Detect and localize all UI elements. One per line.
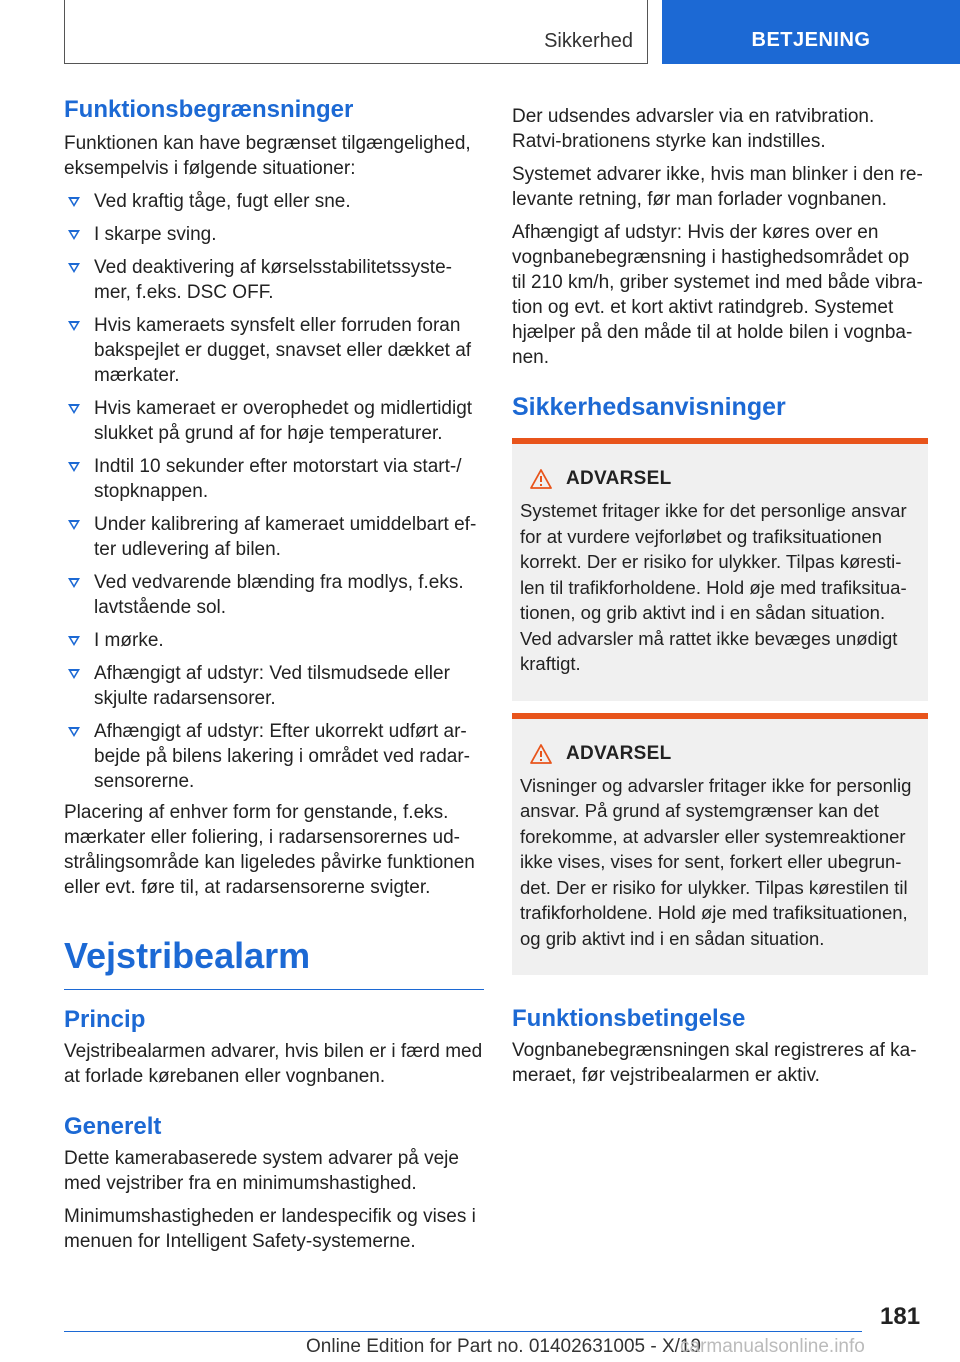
- principle-text: Vejstribealarmen advarer, hvis bilen er i færd med at forlade kørebanen eller vognbanen.: [64, 1040, 483, 1087]
- heading-safety: Sikkerhedsanvisninger: [512, 393, 786, 421]
- list-item: Hvis kameraet er overophedet og midlertidigt slukket på grund af for høje temperaturer.: [64, 396, 484, 446]
- triangle-bullet-icon: [68, 230, 80, 240]
- heading-principle: Princip: [64, 1005, 146, 1033]
- warning-box-2: [512, 713, 928, 976]
- warning-text: Systemet fritager ikke for det personlige ansvar for at vurdere vejforløbet og trafiksituationen korrekt. Der er risiko for ulykker. Tilpas køresti-len til trafikforholdene. Hold øje med trafiksitua-tionen, og grib aktivt ind i en sådan situation. Ved advarsler må rattet ikke bevæges unødigt kraftigt.: [520, 500, 907, 674]
- triangle-bullet-icon: [68, 578, 80, 588]
- triangle-bullet-icon: [68, 462, 80, 472]
- page-number: 181: [880, 1303, 921, 1330]
- placement-note: Placering af enhver form for genstande, f.eks. mærkater eller foliering, i radarsensorernes ud-strålingsområde kan ligeledes påvirke funktionen eller evt. føre til, at radarsensorerne svigter.: [64, 801, 475, 898]
- list-item: Under kalibrering af kameraet umiddelbart ef-ter udlevering af bilen.: [64, 512, 484, 562]
- list-item: I skarpe sving.: [64, 222, 484, 247]
- limits-intro: Funktionen kan have begrænset tilgængelighed, eksempelvis i følgende situationer:: [64, 132, 471, 179]
- triangle-bullet-icon: [68, 321, 80, 331]
- triangle-bullet-icon: [68, 263, 80, 273]
- header-frame: [64, 0, 648, 64]
- title-divider: [64, 989, 484, 990]
- heading-general: Generelt: [64, 1112, 162, 1140]
- triangle-bullet-icon: [68, 520, 80, 530]
- triangle-bullet-icon: [68, 197, 80, 207]
- triangle-bullet-icon: [68, 727, 80, 737]
- warning-box-1: [512, 438, 928, 701]
- warning-triangle-icon: [530, 469, 552, 489]
- triangle-bullet-icon: [68, 669, 80, 679]
- condition-text: Vognbanebegrænsningen skal registreres af ka-meraet, før vejstribealarmen er aktiv.: [512, 1039, 917, 1086]
- header-chapter-label: BETJENING: [751, 29, 871, 51]
- intervention-text: Afhængigt af udstyr: Hvis der køres over en vognbanebegrænsning i hastighedsområdet op til 210 km/h, griber systemet ind med både vibra-tion og evt. et kort aktivt ratindgreb. Systemet hjælper på den måde til at holde bilen i vognba-nen.: [512, 222, 923, 368]
- footer-divider: [64, 1331, 862, 1332]
- heading-condition: Funktionsbetingelse: [512, 1005, 746, 1032]
- warning-title: ADVARSEL: [566, 742, 672, 764]
- list-item: Ved deaktivering af kørselsstabilitetssyste-mer, f.eks. DSC OFF.: [64, 255, 484, 305]
- general-text-1: Dette kamerabaserede system advarer på veje med vejstriber fra en minimumshastighed.: [64, 1147, 459, 1194]
- warning-text: Visninger og advarsler fritager ikke for personlig ansvar. På grund af systemgrænser kan det forekomme, at advarsler eller systemreaktioner ikke vises, vises for sent, forkert eller ubegrun-det. Der er risiko for ulykker. Tilpas kørestilen til trafikforholdene. Hold øje med trafiksituationen, og grib aktivt ind i en sådan situation.: [520, 774, 912, 949]
- triangle-bullet-icon: [68, 636, 80, 646]
- list-item: Ved kraftig tåge, fugt eller sne.: [64, 189, 484, 214]
- footer-edition: Online Edition for Part no. 01402631005 - X/19: [306, 1336, 702, 1357]
- triangle-bullet-icon: [68, 404, 80, 414]
- list-item: Ved vedvarende blænding fra modlys, f.eks. lavtstående sol.: [64, 570, 484, 620]
- limits-list: [64, 189, 484, 794]
- blinker-text: Systemet advarer ikke, hvis man blinker i den re-levante retning, før man forlader vognbanen.: [512, 164, 923, 210]
- heading-limits: Funktionsbegrænsninger: [64, 96, 354, 123]
- list-item: I mørke.: [64, 628, 484, 653]
- general-text-2: Minimumshastigheden er landespecifik og vises i menuen for Intelligent Safety-systemerne.: [64, 1205, 476, 1252]
- vibration-text: Der udsendes advarsler via en ratvibration. Ratvi-brationens styrke kan indstilles.: [512, 106, 875, 152]
- left-column: [64, 96, 484, 1254]
- list-item: Indtil 10 sekunder efter motorstart via start-/ stopknappen.: [64, 454, 484, 504]
- warning-header: [520, 468, 920, 490]
- footer-watermark: carmanualsonline.info: [680, 1336, 865, 1357]
- list-item: Afhængigt af udstyr: Efter ukorrekt udført ar-bejde på bilens lakering i området ved radar-sensorerne.: [64, 719, 484, 794]
- warning-triangle-icon: [530, 744, 552, 764]
- heading-main-title: Vejstribealarm: [64, 934, 311, 976]
- header-chapter-tab: [662, 0, 960, 64]
- warning-title: ADVARSEL: [566, 468, 672, 489]
- warning-header: [520, 743, 920, 765]
- header-section-title: Sikkerhed: [544, 30, 633, 52]
- right-column: [512, 104, 928, 1088]
- list-item: Afhængigt af udstyr: Ved tilsmudsede eller skjulte radarsensorer.: [64, 661, 484, 711]
- list-item: Hvis kameraets synsfelt eller forruden foran bakspejlet er dugget, snavset eller dækket af mærkater.: [64, 313, 484, 388]
